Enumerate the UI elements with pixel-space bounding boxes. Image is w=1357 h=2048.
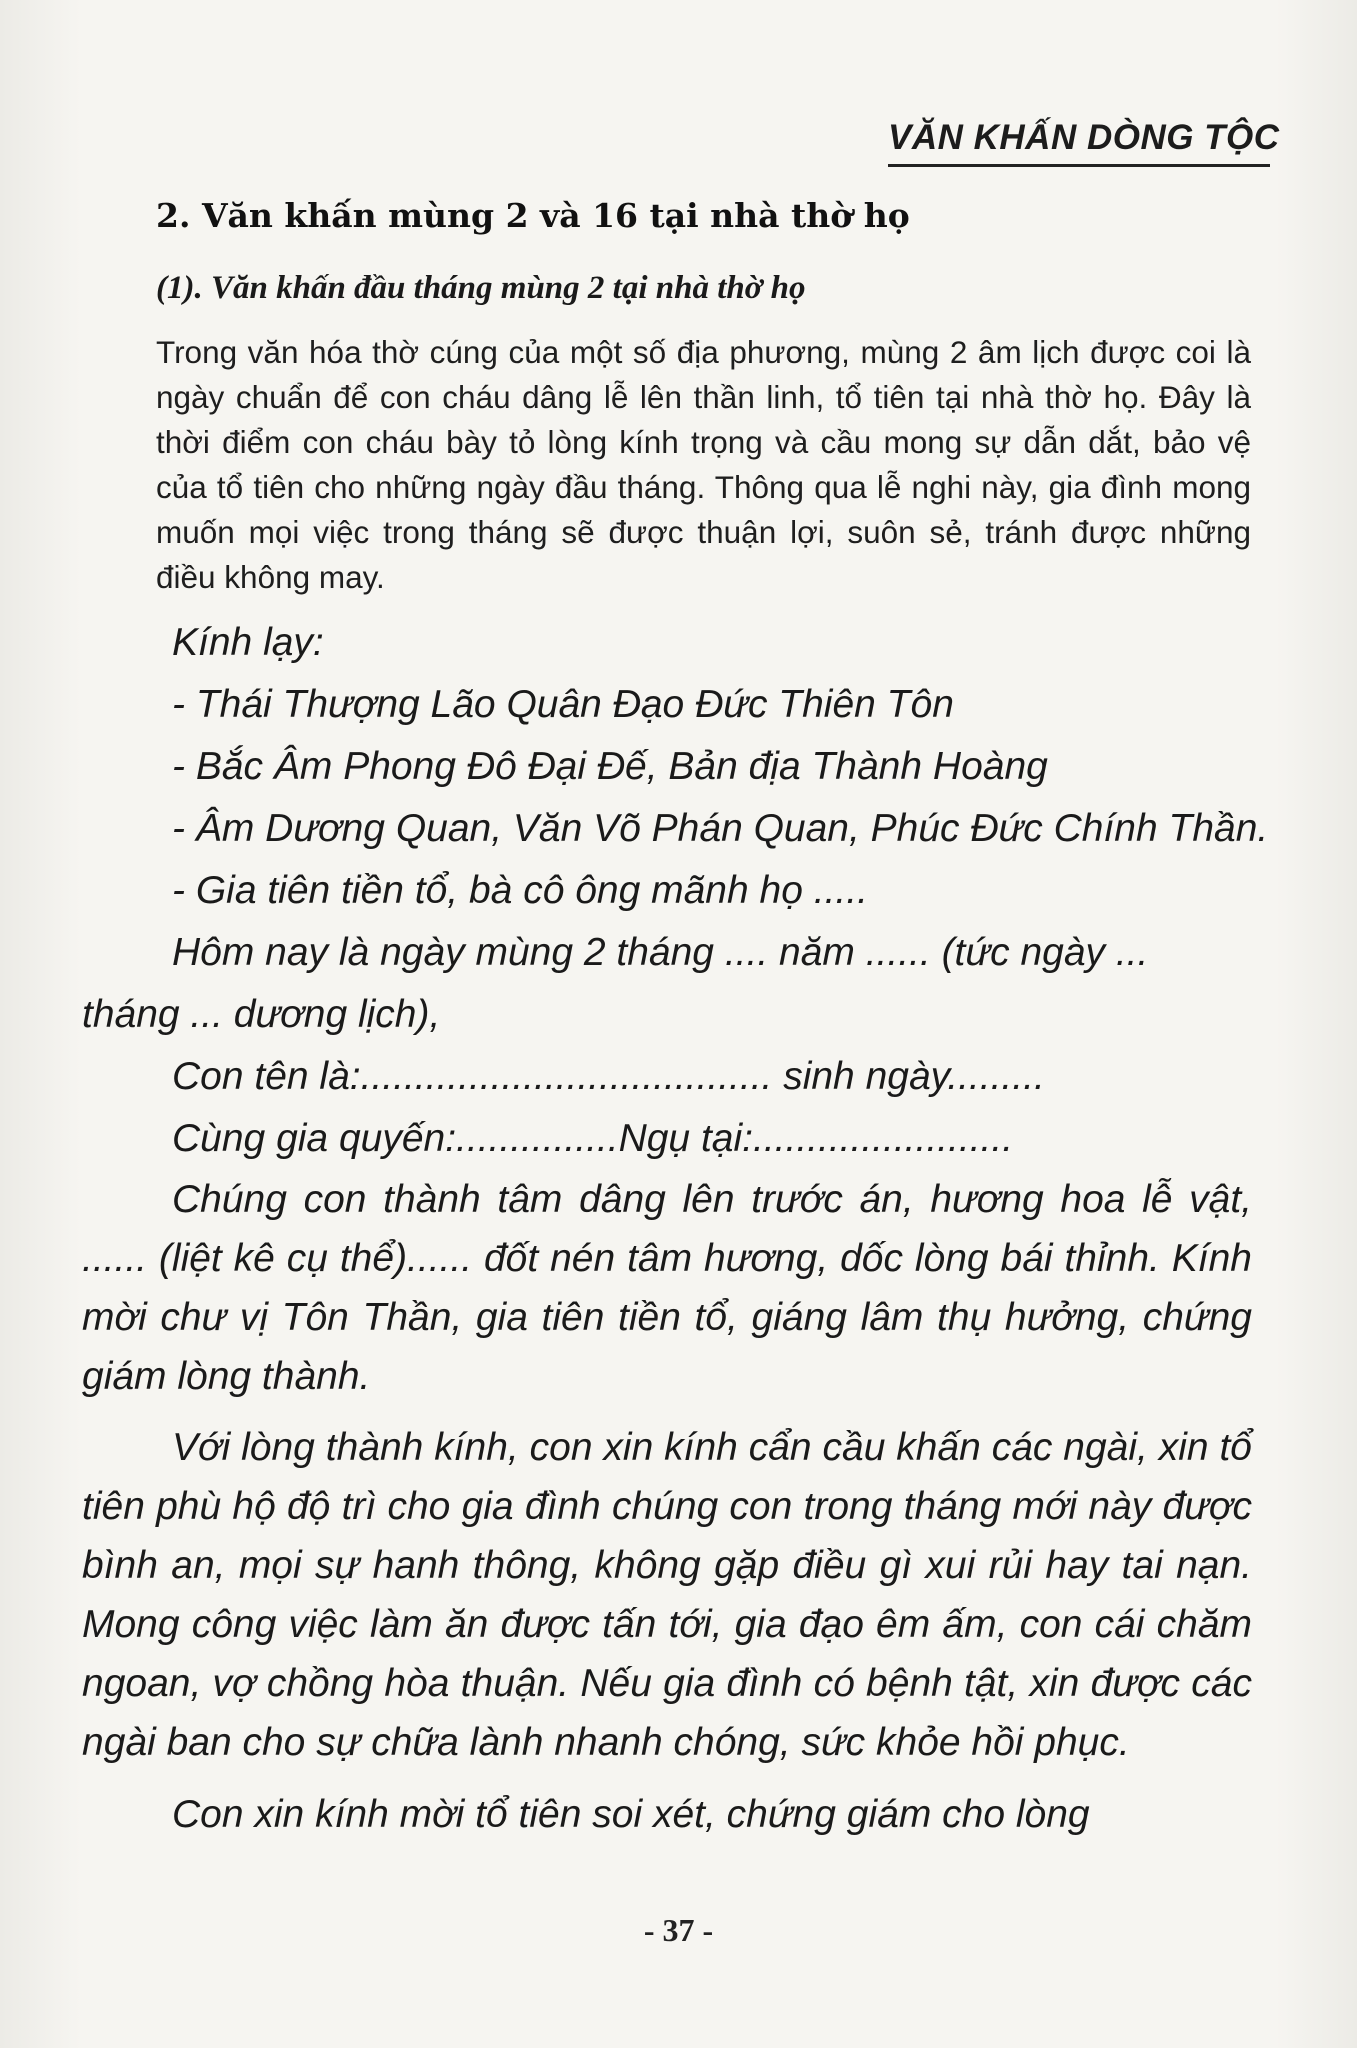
invocation-line: - Bắc Âm Phong Đô Đại Đế, Bản địa Thành Hoàng [172, 745, 1048, 788]
intro-text: Trong văn hóa thờ cúng của một số địa phương, mùng 2 âm lịch được coi là ngày chuẩn để con cháu dâng lễ lên thần linh, tổ tiên tại nhà thờ họ. Đây là thời điểm con cháu bày tỏ lòng kính trọng và cầu mong sự dẫn dắt, bảo vệ của tổ tiên cho những ngày đầu tháng. Thông qua lễ nghi này, gia đình mong muốn mọi việc trong tháng sẽ được thuận lợi, suôn sẻ, tránh được những điều không may. [156, 334, 1251, 595]
page-number: - 37 - [643, 1912, 714, 1948]
intro-paragraph [156, 330, 1251, 600]
request-text: Với lòng thành kính, con xin kính cẩn cầu khấn các ngài, xin tổ tiên phù hộ độ trì cho gia đình chúng con trong tháng mới này được bình an, mọi sự hanh thông, không gặp điều gì xui rủi hay tai nạn. Mong công việc làm ăn được tấn tới, gia đạo êm ấm, con cái chăm ngoan, vợ chồng hòa thuận. Nếu gia đình có bệnh tật, xin được các ngài ban cho sự chữa lành nhanh chóng, sức khỏe hồi phục. [82, 1426, 1252, 1764]
request-paragraph [82, 1418, 1252, 1772]
invocation-line: - Thái Thượng Lão Quân Đạo Đức Thiên Tôn [172, 683, 954, 726]
section-title: 2. Văn khấn mùng 2 và 16 tại nhà thờ họ [156, 196, 910, 235]
invocation-line: - Âm Dương Quan, Văn Võ Phán Quan, Phúc Đức Chính Thần. [172, 807, 1269, 850]
prayer-text [82, 612, 1269, 1846]
prayer-greeting: Kính lạy: [172, 621, 324, 664]
family-line: Cùng gia quyến:...............Ngụ tại:........................ [172, 1117, 1014, 1160]
offering-text: Chúng con thành tâm dâng lên trước án, hương hoa lễ vật, ...... (liệt kê cụ thể)...... đốt nén tâm hương, dốc lòng bái thỉnh. Kính mời chư vị Tôn Thần, gia tiên tiền tổ, giáng lâm thụ hưởng, chứng giám lòng thành. [82, 1178, 1252, 1398]
header-rule [888, 164, 1270, 167]
running-header: VĂN KHẤN DÒNG TỘC [888, 118, 1280, 157]
subsection-title: (1). Văn khấn đầu tháng mùng 2 tại nhà thờ họ [156, 270, 806, 306]
name-line: Con tên là:...................................... sinh ngày......... [172, 1055, 1045, 1098]
invocation-line: - Gia tiên tiền tổ, bà cô ông mãnh họ ..... [172, 869, 868, 912]
date-line-continued: tháng ... dương lịch), [82, 993, 441, 1036]
closing-fragment: Con xin kính mời tổ tiên soi xét, chứng giám cho lòng [172, 1793, 1090, 1836]
offering-paragraph [82, 1170, 1252, 1406]
date-line: Hôm nay là ngày mùng 2 tháng .... năm ...... (tức ngày ... [172, 931, 1149, 974]
